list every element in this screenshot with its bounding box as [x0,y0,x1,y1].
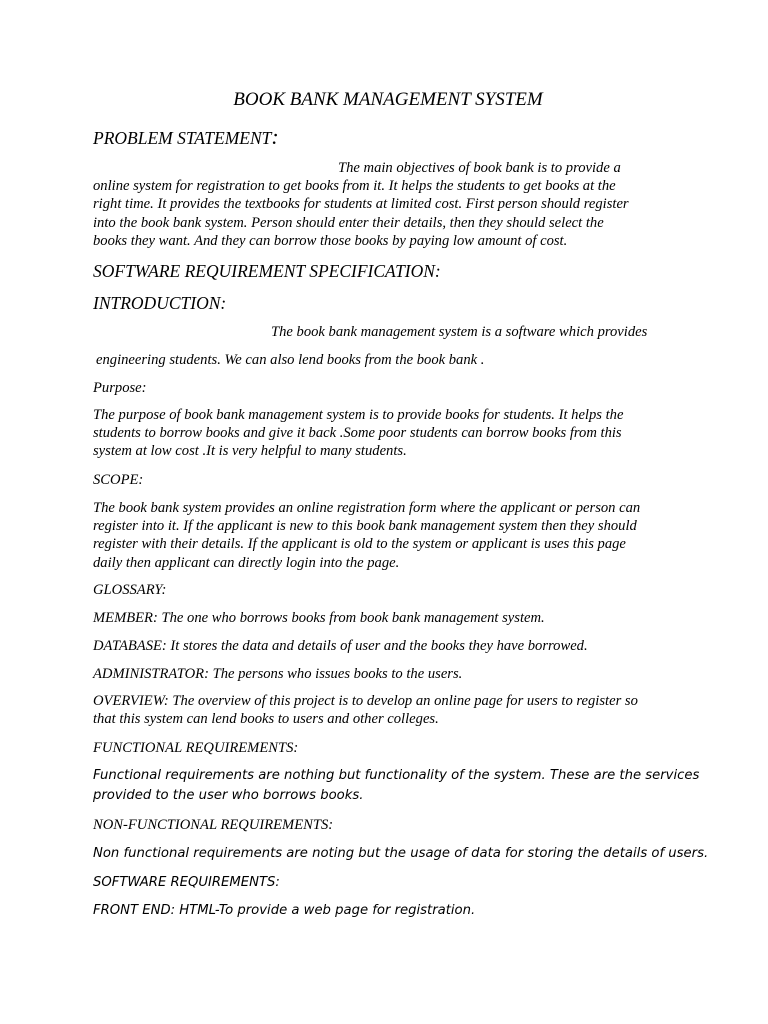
software-requirements-heading: SOFTWARE REQUIREMENTS: [93,875,280,890]
problem-statement-paragraph [93,159,683,250]
paragraph-line: that this system can lend books to users and other colleges. [93,711,439,728]
paragraph-line: students to borrow books and give it back .Some poor students can borrow books from this [93,425,622,442]
front-end-line: FRONT END: HTML-To provide a web page for registration. [93,903,476,918]
glossary-database: DATABASE: It stores the data and details of user and the books they have borrowed. [93,638,588,654]
introduction-line-2: engineering students. We can also lend books from the book bank . [96,352,485,368]
paragraph-line: register into it. If the applicant is new to this book bank management system then they should [93,518,637,535]
paragraph-line: The purpose of book bank management system is to provide books for students. It helps the [93,407,624,423]
purpose-paragraph [93,406,683,461]
paragraph-line: books they want. And they can borrow those books by paying low amount of cost. [93,232,568,249]
paragraph-line: right time. It provides the textbooks for students at limited cost. First person should register [93,196,629,213]
srs-heading: SOFTWARE REQUIREMENT SPECIFICATION: [93,261,441,281]
paragraph-line: system at low cost .It is very helpful to many students. [93,443,407,460]
introduction-heading: INTRODUCTION: [93,293,227,313]
problem-statement-colon: : [271,124,279,149]
paragraph-line: register with their details. If the applicant is old to the system or applicant is uses this page [93,536,626,553]
paragraph-line: The main objectives of book bank is to provide a [338,160,621,176]
introduction-line-1: The book bank management system is a software which provides [271,324,648,340]
functional-line-2: provided to the user who borrows books. [93,788,364,803]
problem-statement-heading-text: PROBLEM STATEMENT [93,128,272,148]
scope-heading: SCOPE: [93,472,144,488]
glossary-administrator: ADMINISTRATOR: The persons who issues books to the users. [93,666,463,682]
glossary-overview [93,692,683,728]
functional-line-1: Functional requirements are nothing but functionality of the system. These are the services [93,768,700,783]
non-functional-heading: NON-FUNCTIONAL REQUIREMENTS: [93,817,334,833]
paragraph-line: online system for registration to get books from it. It helps the students to get books at the [93,178,616,195]
glossary-heading: GLOSSARY: [93,582,167,598]
paragraph-line: daily then applicant can directly login into the page. [93,554,400,571]
paragraph-line: OVERVIEW: The overview of this project is to develop an online page for users to register so [93,693,638,709]
glossary-member: MEMBER: The one who borrows books from book bank management system. [93,610,545,626]
paragraph-line: into the book bank system. Person should enter their details, then they should select the [93,214,604,231]
functional-heading: FUNCTIONAL REQUIREMENTS: [93,740,299,756]
problem-statement-heading [93,126,279,149]
paragraph-line: The book bank system provides an online registration form where the applicant or person can [93,500,641,516]
scope-paragraph [93,499,683,572]
non-functional-line: Non functional requirements are noting but the usage of data for storing the details of users. [93,846,709,861]
purpose-heading: Purpose: [93,380,147,396]
document-title: BOOK BANK MANAGEMENT SYSTEM [233,89,543,110]
